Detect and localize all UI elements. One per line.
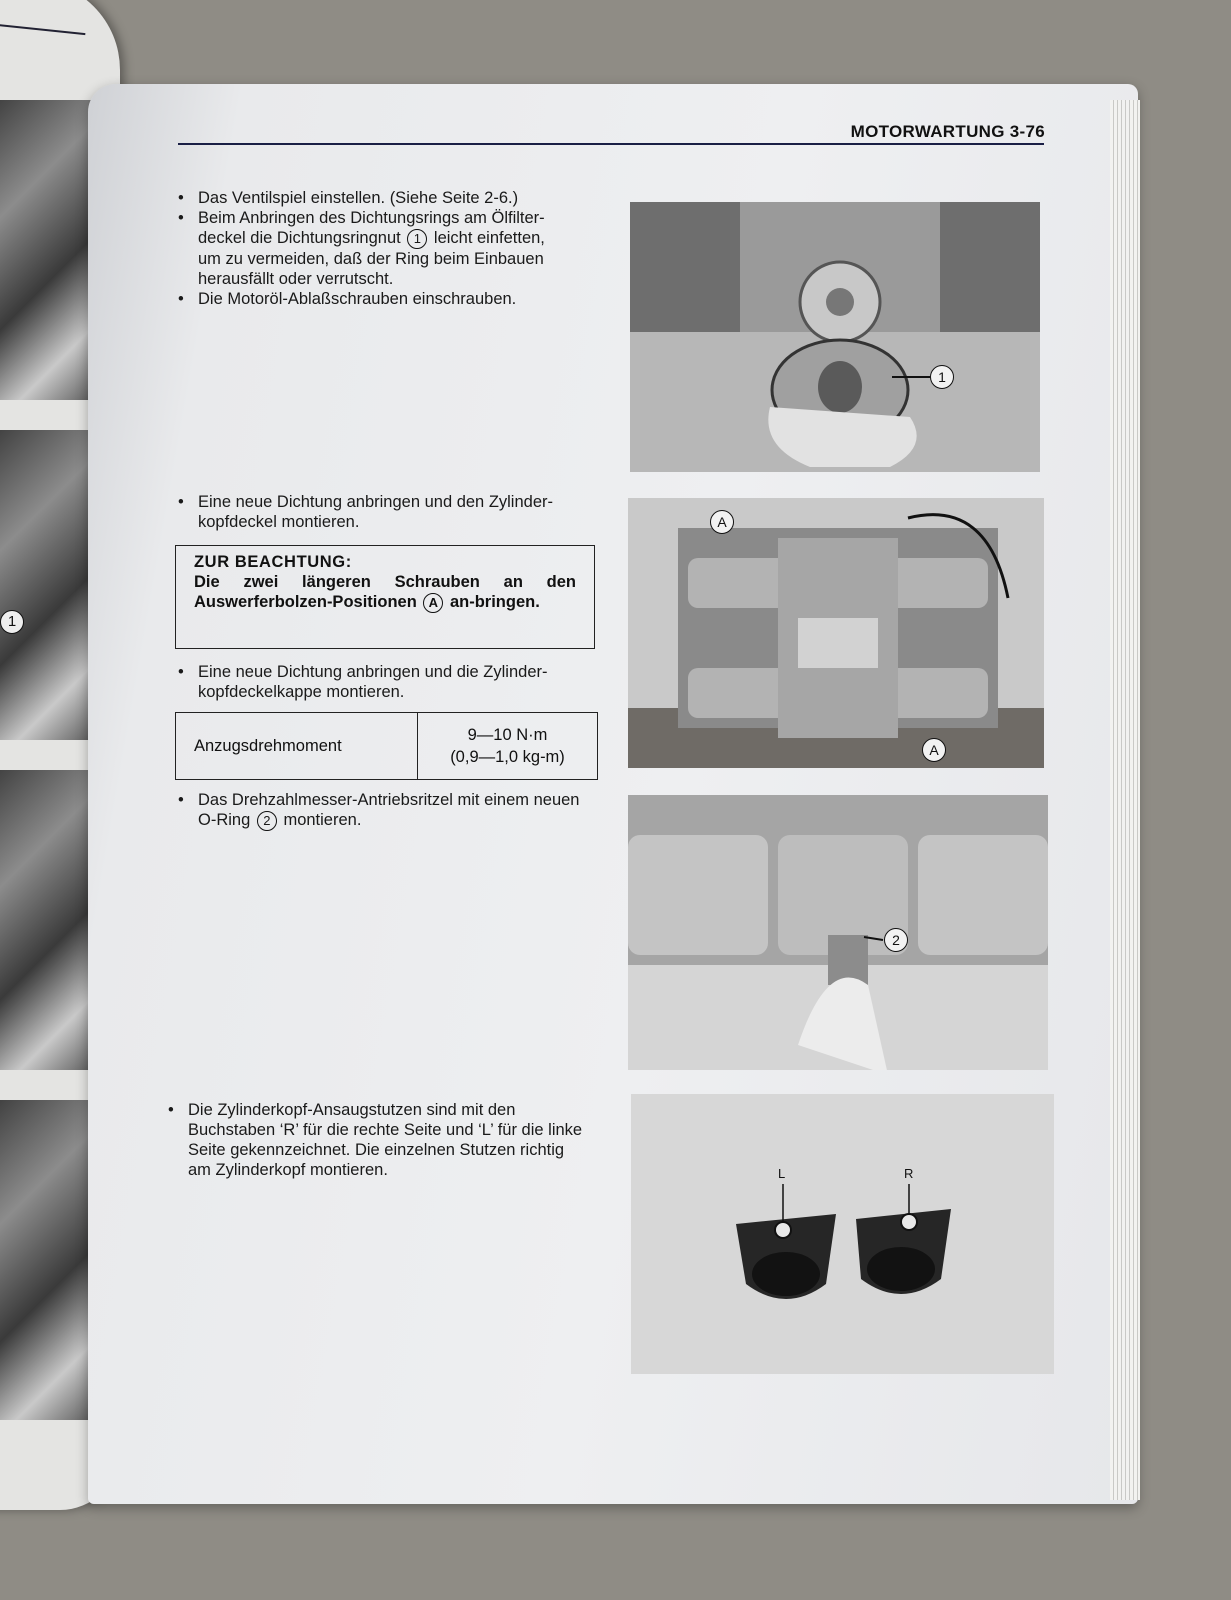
section-tacho-drive xyxy=(178,790,598,831)
note-text: an-bringen. xyxy=(449,593,540,611)
bullet-line: um zu vermeiden, daß der Ring beim Einbauen xyxy=(198,249,544,268)
bullet-item: • Das Ventilspiel einstellen. (Siehe Seite 2-6.) xyxy=(178,188,598,208)
bullet-item: • Eine neue Dichtung anbringen und die Zylinder-kopfdeckelkappe montieren. xyxy=(178,662,598,702)
photo-tacho-drive-drawing xyxy=(628,795,1048,1070)
section-oil-filter xyxy=(178,188,598,309)
bullet-line: herausfällt oder verrutscht. xyxy=(198,269,394,288)
section-cylinder-head-cover xyxy=(178,492,598,532)
photo-label-right: R xyxy=(904,1166,914,1181)
photo-callout: 1 xyxy=(930,365,954,389)
note-body xyxy=(194,572,576,613)
header-rule xyxy=(178,143,1044,145)
bullet-item: • Die Zylinderkopf-Ansaugstutzen sind mit den Buchstaben ‘R’ für die rechte Seite und ‘L’ für die linke Seite gekennzeichnet. Die einzelnen Stutzen richtig am Zylinderkopf montieren. xyxy=(168,1100,588,1180)
bullet-item: • Die Motoröl-Ablaßschrauben einschrauben. xyxy=(178,289,598,309)
bullet-line: leicht einfetten, xyxy=(433,229,545,247)
bullet-text: montieren. xyxy=(283,811,362,829)
bullet-item xyxy=(178,208,598,289)
photo-cylinder-head xyxy=(628,498,1044,768)
callout-marker: 2 xyxy=(257,811,277,831)
photo-tacho-drive xyxy=(628,795,1048,1070)
bullet-line: Beim Anbringen des Dichtungsrings am Ölfilter- xyxy=(198,209,545,227)
torque-label: Anzugsdrehmoment xyxy=(176,713,418,779)
photo-callout: A xyxy=(922,738,946,762)
section-cover-cap xyxy=(178,662,598,702)
torque-value-line: 9—10 N·m xyxy=(467,726,548,744)
bullet-text: Das Drehzahlmesser-Antriebsritzel mit einem neuen O-Ring xyxy=(198,791,580,829)
callout-marker: 1 xyxy=(407,229,427,249)
photo-oil-filter-cover xyxy=(630,202,1040,472)
bullet-line: deckel die Dichtungsringnut xyxy=(198,229,401,247)
callout-marker: A xyxy=(423,593,443,613)
photo-callout: A xyxy=(710,510,734,534)
photo-label-left: L xyxy=(778,1166,786,1181)
photo-intake-pipes xyxy=(631,1094,1054,1374)
note-box xyxy=(175,545,595,649)
left-page-callout: 1 xyxy=(0,610,24,634)
torque-value-line: (0,9—1,0 kg-m) xyxy=(450,748,565,766)
photo-callout: 2 xyxy=(884,928,908,952)
page-header-title: MOTORWARTUNG 3-76 xyxy=(850,122,1045,141)
note-title: ZUR BEACHTUNG: xyxy=(194,553,352,571)
torque-value xyxy=(418,713,597,779)
photo-cylinder-head-drawing xyxy=(628,498,1044,768)
torque-table xyxy=(175,712,598,780)
section-intake-pipes xyxy=(168,1100,588,1180)
photo-oil-filter-drawing xyxy=(630,202,1040,472)
bullet-item xyxy=(178,790,598,831)
bullet-item: • Eine neue Dichtung anbringen und den Zylinder-kopfdeckel montieren. xyxy=(178,492,598,532)
page-edges xyxy=(1110,100,1140,1500)
photo-intake-pipes-drawing xyxy=(631,1094,1054,1374)
note-text: Die zwei längeren Schrauben an den Auswerferbolzen-Positionen xyxy=(194,573,576,611)
left-page-rule xyxy=(0,20,85,35)
